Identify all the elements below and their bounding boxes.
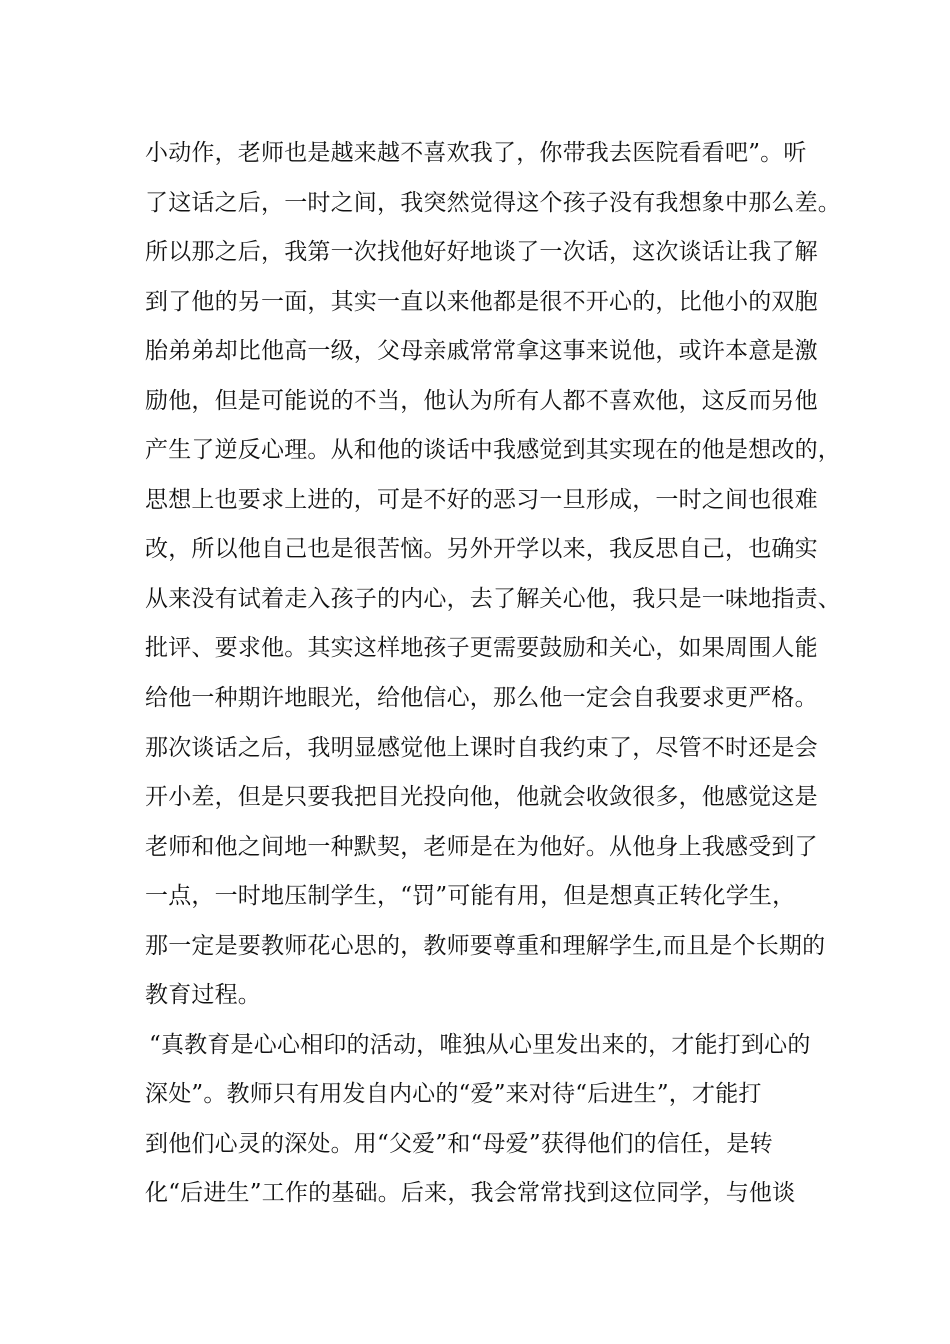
- body-text: [145, 129, 841, 1219]
- text-line: 那一定是要教师花心思的，教师要尊重和理解学生,而且是个长期的: [145, 932, 826, 959]
- text-line: 小动作，老师也是越来越不喜欢我了，你带我去医院看看吧”。听: [145, 140, 807, 166]
- text-line: 产生了逆反心理。从和他的谈话中我感觉到其实现在的他是想改的，: [145, 437, 841, 464]
- text-line: 教育过程。: [145, 982, 261, 1009]
- text-line: 改，所以他自己也是很苦恼。另外开学以来，我反思自己，也确实: [145, 536, 818, 563]
- text-line: 开小差，但是只要我把目光投向他，他就会收敛很多，他感觉这是: [145, 784, 818, 811]
- text-line: 老师和他之间地一种默契，老师是在为他好。从他身上我感受到了: [145, 833, 818, 860]
- text-line: 思想上也要求上进的，可是不好的恶习一旦形成，一时之间也很难: [145, 486, 818, 513]
- text-line: 胎弟弟却比他高一级，父母亲戚常常拿这事来说他，或许本意是激: [145, 338, 818, 365]
- text-line: 了这话之后，一时之间，我突然觉得这个孩子没有我想象中那么差。: [145, 189, 841, 216]
- text-line: 一点，一时地压制学生，“罚”可能有用，但是想真正转化学生，: [145, 883, 796, 910]
- paragraph-start-line: “真教育是心心相印的活动，唯独从心里发出来的，才能打到心的: [149, 1031, 811, 1058]
- text-line: 所以那之后，我第一次找他好好地谈了一次话，这次谈话让我了解: [145, 239, 818, 266]
- text-line: 给他一种期许地眼光，给他信心，那么他一定会自我要求更严格。: [145, 685, 818, 712]
- text-line: 深处”。教师只有用发自内心的“爱”来对待“后进生”，才能打: [145, 1081, 762, 1108]
- text-line: 那次谈话之后，我明显感觉他上课时自我约束了，尽管不时还是会: [145, 734, 818, 761]
- text-line: 励他，但是可能说的不当，他认为所有人都不喜欢他，这反而另他: [145, 387, 818, 414]
- text-line: 到了他的另一面，其实一直以来他都是很不开心的，比他小的双胞: [145, 288, 818, 315]
- text-line: 从来没有试着走入孩子的内心，去了解关心他，我只是一味地指责、: [145, 585, 841, 612]
- text-line: 批评、要求他。其实这样地孩子更需要鼓励和关心，如果周围人能: [145, 635, 818, 662]
- text-line: 化“后进生”工作的基础。后来，我会常常找到这位同学，与他谈: [145, 1180, 796, 1207]
- text-line: 到他们心灵的深处。用“父爱”和“母爱”获得他们的信任，是转: [145, 1130, 773, 1157]
